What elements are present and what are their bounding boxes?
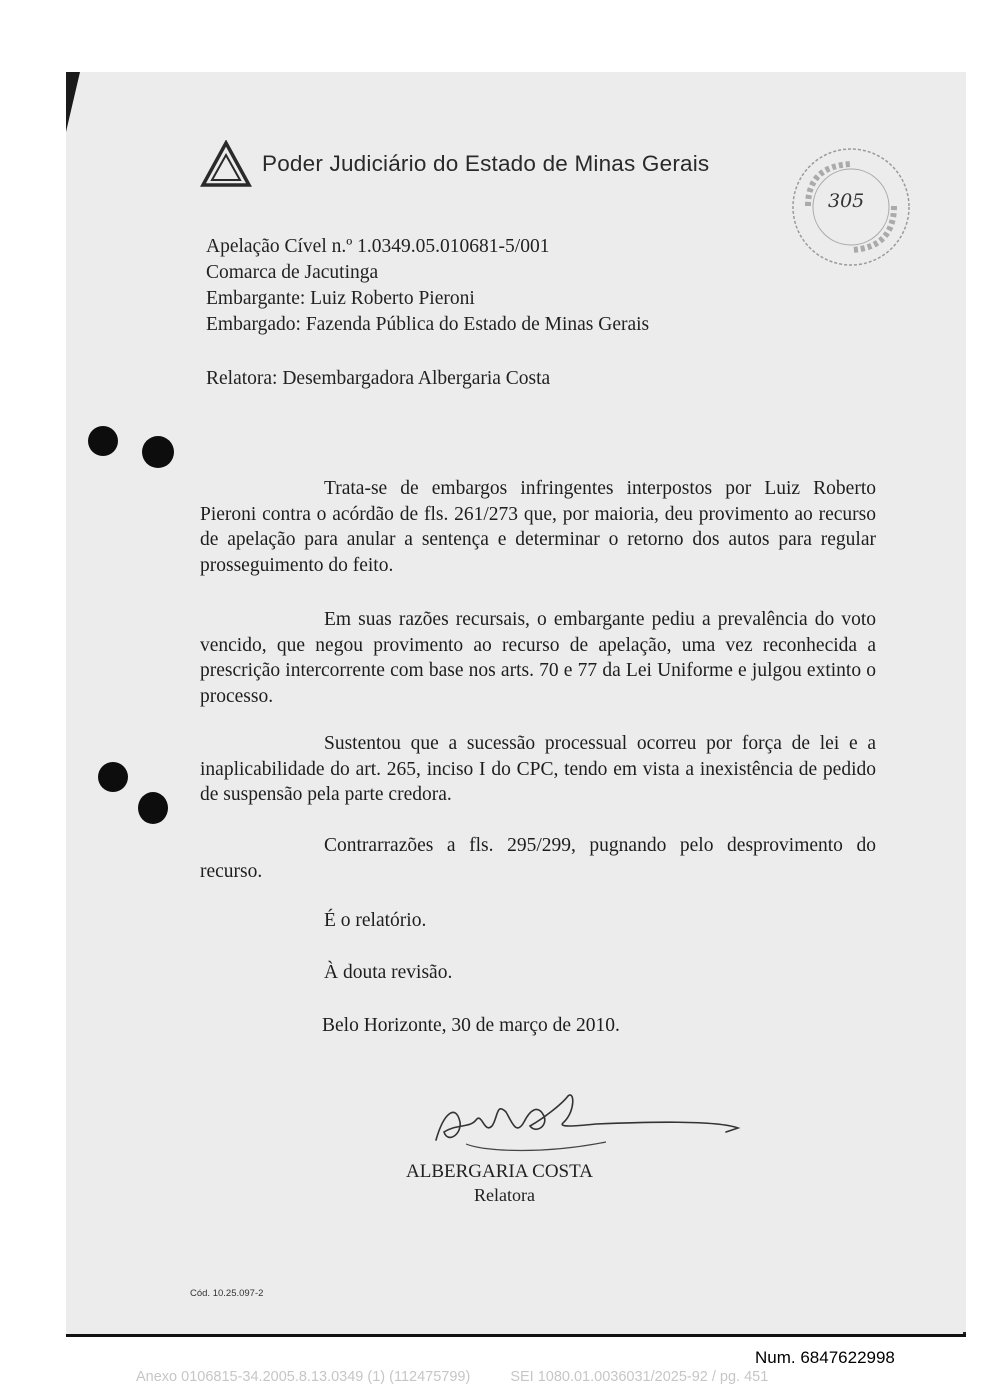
paragraph-1 xyxy=(200,476,876,578)
paragraph-1-text: Trata-se de embargos infringentes interpostos por Luiz Roberto Pieroni contra o acórdão de fls. 261/273 que, por maioria, deu provimento ao recurso de apelação para anular a sentença e determinar o retorno dos autos para regular prosseguimento do feito. xyxy=(200,478,876,576)
punch-hole xyxy=(142,436,174,468)
signatory-role: Relatora xyxy=(474,1185,535,1205)
annex-reference: Anexo 0106815-34.2005.8.13.0349 (1) (112475799) xyxy=(136,1369,471,1385)
punch-hole xyxy=(138,792,168,824)
paragraph-3-text: Sustentou que a sucessão processual ocorreu por força de lei e a inaplicabilidade do art. 265, inciso I do CPC, tendo em vista a inexistência de pedido de suspensão pela parte credora. xyxy=(200,733,876,805)
comarca: Comarca de Jacutinga xyxy=(206,262,379,283)
paragraph-3 xyxy=(200,731,876,808)
paragraph-2-text: Em suas razões recursais, o embargante pediu a prevalência do voto vencido, que negou provimento ao recurso de apelação, uma vez reconhecida a prescrição intercorrente com base nos arts. 70 e 77 da Lei Uniforme e julgou extinto o processo. xyxy=(200,609,876,707)
scanned-page xyxy=(66,72,966,1337)
case-number: Apelação Cível n.º 1.0349.05.010681-5/001 xyxy=(206,236,550,257)
triangle-logo-icon xyxy=(200,140,252,188)
place-date-line: Belo Horizonte, 30 de março de 2010. xyxy=(322,1015,620,1036)
signatory-name: ALBERGARIA COSTA xyxy=(406,1161,593,1182)
punch-hole xyxy=(88,426,118,456)
sei-reference: SEI 1080.01.0036031/2025-92 / pg. 451 xyxy=(510,1369,769,1385)
embargado: Embargado: Fazenda Pública do Estado de Minas Gerais xyxy=(206,314,650,335)
paragraph-4-text: Contrarrazões a fls. 295/299, pugnando pelo desprovimento do recurso. xyxy=(200,835,876,882)
institution-name: Poder Judiciário do Estado de Minas Gerais xyxy=(262,151,710,176)
embargante: Embargante: Luiz Roberto Pieroni xyxy=(206,288,475,309)
scan-edge-mark xyxy=(963,1332,966,1337)
punch-hole xyxy=(98,762,128,792)
paragraph-4 xyxy=(200,833,876,884)
form-code: Cód. 10.25.097-2 xyxy=(190,1288,264,1299)
revisao-line: À douta revisão. xyxy=(324,962,453,983)
handwritten-signature xyxy=(426,1082,746,1162)
letterhead xyxy=(200,140,709,188)
page-number-stamp: 305 xyxy=(828,190,865,212)
document-number: Num. 6847622998 xyxy=(755,1348,895,1367)
paragraph-2 xyxy=(200,607,876,709)
relatorio-line: É o relatório. xyxy=(324,910,427,931)
relatora-line: Relatora: Desembargadora Albergaria Costa xyxy=(206,368,551,389)
case-details xyxy=(206,234,649,338)
page-footer xyxy=(136,1369,768,1385)
scan-corner-shadow xyxy=(66,72,80,132)
